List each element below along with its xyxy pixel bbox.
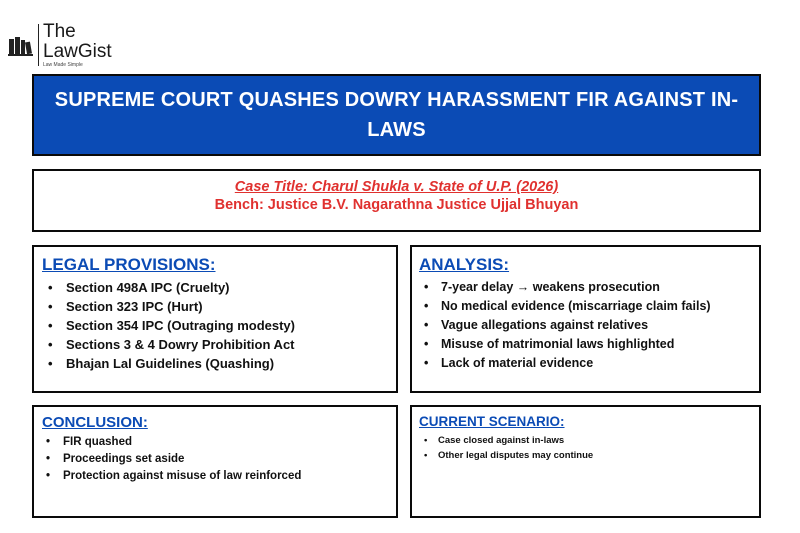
logo-line-2: LawGist — [43, 41, 112, 62]
legal-provisions-panel — [32, 245, 398, 393]
list-item: • Section 323 IPC (Hurt) — [48, 297, 295, 316]
case-title: Case Title: Charul Shukla v. State of U.P. (2026) — [234, 179, 559, 195]
case-info-box — [32, 169, 761, 232]
logo-wordmark — [43, 22, 112, 62]
list-item: • Section 354 IPC (Outraging modesty) — [48, 316, 295, 335]
analysis-heading: ANALYSIS: — [419, 255, 510, 274]
list-item: • No medical evidence (miscarriage claim fails) — [424, 297, 711, 316]
logo-divider — [38, 24, 39, 66]
list-item: • Section 498A IPC (Cruelty) — [48, 278, 295, 297]
conclusion-panel — [32, 405, 398, 518]
books-icon — [8, 36, 34, 56]
logo-line-1: The — [43, 21, 76, 42]
list-item: • Sections 3 & 4 Dowry Prohibition Act — [48, 335, 295, 354]
list-item: • Bhajan Lal Guidelines (Quashing) — [48, 354, 295, 373]
headline: SUPREME COURT QUASHES DOWRY HARASSMENT FIR AGAINST IN-LAWS — [54, 89, 739, 141]
analysis-list — [424, 278, 711, 373]
legal-provisions-list — [48, 278, 295, 373]
list-item: • 7-year delay → weakens prosecution — [424, 278, 711, 297]
current-scenario-heading: CURRENT SCENARIO: — [419, 414, 565, 429]
list-item: • FIR quashed — [46, 434, 301, 451]
list-item: • Vague allegations against relatives — [424, 316, 711, 335]
analysis-panel — [410, 245, 761, 393]
brand-logo — [8, 22, 128, 70]
headline-banner — [32, 74, 761, 156]
list-item: • Misuse of matrimonial laws highlighted — [424, 335, 711, 354]
list-item: • Other legal disputes may continue — [424, 448, 593, 463]
current-scenario-list — [424, 433, 593, 463]
conclusion-list — [46, 434, 301, 485]
list-item: • Lack of material evidence — [424, 354, 711, 373]
conclusion-heading: CONCLUSION: — [42, 414, 148, 431]
list-item: • Protection against misuse of law reinforced — [46, 468, 301, 485]
list-item: • Case closed against in-laws — [424, 433, 593, 448]
bench: Bench: Justice B.V. Nagarathna Justice Ujjal Bhuyan — [214, 197, 579, 213]
current-scenario-panel — [410, 405, 761, 518]
legal-provisions-heading: LEGAL PROVISIONS: — [42, 255, 216, 274]
list-item: • Proceedings set aside — [46, 451, 301, 468]
logo-tagline: Law Made Simple — [43, 62, 83, 68]
